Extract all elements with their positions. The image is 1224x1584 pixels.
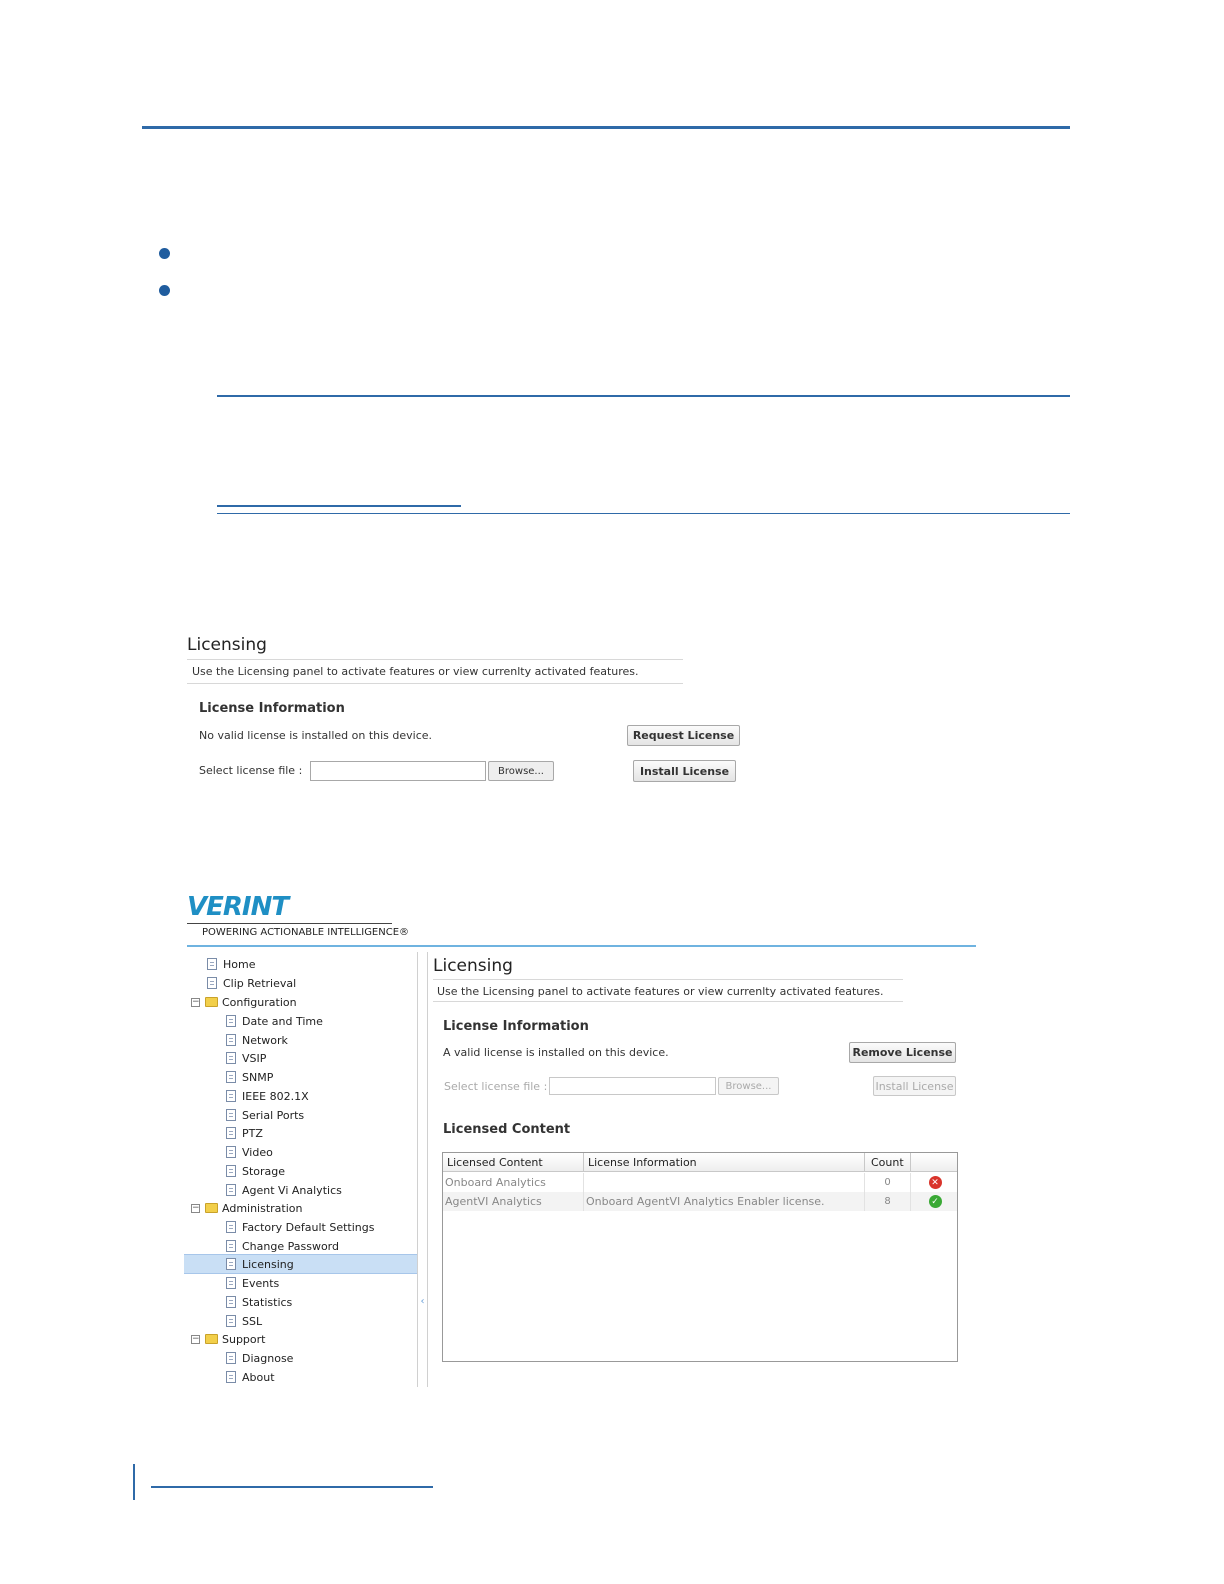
- cell-count: 8: [865, 1192, 911, 1211]
- sidebar-label: IEEE 802.1X: [242, 1089, 309, 1103]
- panel1-select-label: Select license file :: [199, 764, 303, 777]
- sidebar-label: Serial Ports: [242, 1108, 305, 1122]
- checkmark-icon: ✓: [929, 1195, 942, 1208]
- sidebar-item-diagnose[interactable]: [226, 1349, 293, 1367]
- page-icon: [226, 1315, 236, 1327]
- cell-status: [911, 1192, 957, 1211]
- sidebar-item-events[interactable]: [226, 1274, 279, 1292]
- footer-vertical-bar: [133, 1464, 135, 1500]
- note-link-underline: [217, 505, 461, 507]
- bullet-1: [159, 248, 170, 259]
- licensed-content-heading: Licensed Content: [443, 1122, 571, 1137]
- sidebar-item-ieee[interactable]: [226, 1087, 309, 1105]
- page-icon: [226, 1146, 236, 1158]
- table-header-count[interactable]: Count: [865, 1153, 911, 1172]
- sidebar-label: Statistics: [242, 1295, 293, 1309]
- panel2-desc-divider: [433, 1001, 903, 1002]
- note-bottom-rule: [217, 513, 1070, 514]
- footer-rule: [151, 1486, 433, 1488]
- panel1-title-divider: [187, 659, 683, 660]
- table-row[interactable]: [443, 1173, 957, 1193]
- folder-icon: [205, 1334, 218, 1344]
- panel1-desc-divider: [187, 683, 683, 684]
- panel2-status-text: A valid license is installed on this device.: [443, 1046, 669, 1059]
- panel1-title: Licensing: [187, 635, 267, 655]
- sidebar-item-vsip[interactable]: [226, 1049, 266, 1067]
- table-row[interactable]: [443, 1192, 957, 1211]
- panel1-status-text: No valid license is installed on this device.: [199, 729, 433, 742]
- sidebar-label: SSL: [242, 1314, 263, 1328]
- cell-content: AgentVI Analytics: [443, 1192, 584, 1211]
- panel2-license-file-input[interactable]: [549, 1077, 716, 1095]
- remove-license-button[interactable]: Remove License: [849, 1042, 956, 1063]
- sidebar-label: Date and Time: [242, 1014, 323, 1028]
- page-icon: [226, 1109, 236, 1121]
- sidebar-item-network[interactable]: [226, 1031, 288, 1049]
- page-icon: [226, 1184, 236, 1196]
- page-icon: [226, 1221, 236, 1233]
- sidebar-label: Licensing: [242, 1257, 294, 1271]
- page-icon: [226, 1090, 236, 1102]
- page-icon: [226, 1371, 236, 1383]
- panel1-description: Use the Licensing panel to activate features or view currenlty activated features.: [192, 665, 639, 678]
- error-icon: ✕: [929, 1176, 942, 1189]
- sidebar-item-ptz[interactable]: [226, 1124, 263, 1142]
- page-icon: [226, 1240, 236, 1252]
- request-license-button[interactable]: Request License: [627, 725, 740, 746]
- panel2-title-divider: [433, 979, 903, 980]
- logo-underline: [187, 923, 392, 924]
- page-icon: [226, 1052, 236, 1064]
- sidebar-label: Clip Retrieval: [223, 976, 297, 990]
- sidebar-label: SNMP: [242, 1070, 274, 1084]
- cell-info: [584, 1173, 865, 1192]
- page-icon: [226, 1277, 236, 1289]
- panel2-description: Use the Licensing panel to activate features or view currenlty activated features.: [437, 985, 884, 998]
- panel1-section-heading: License Information: [199, 701, 345, 716]
- cell-info: Onboard AgentVI Analytics Enabler license.: [584, 1192, 865, 1211]
- page-icon: [207, 977, 217, 989]
- panel1-browse-button[interactable]: Browse...: [488, 761, 554, 781]
- panel2-browse-button[interactable]: Browse...: [718, 1077, 779, 1095]
- sidebar-label: Network: [242, 1033, 288, 1047]
- page-icon: [226, 1352, 236, 1364]
- sidebar-item-change-password[interactable]: [226, 1237, 339, 1255]
- sidebar-item-storage[interactable]: [226, 1162, 285, 1180]
- sidebar-item-clip-retrieval[interactable]: [207, 974, 296, 992]
- header-rule: [142, 126, 1070, 129]
- sidebar-label: Configuration: [222, 995, 297, 1009]
- header-divider: [187, 945, 976, 947]
- sidebar-label: PTZ: [242, 1126, 263, 1140]
- sidebar-label: VSIP: [242, 1051, 267, 1065]
- page-icon: [226, 1258, 236, 1270]
- sidebar-item-ssl[interactable]: [226, 1312, 262, 1330]
- sidebar-item-statistics[interactable]: [226, 1293, 292, 1311]
- sidebar-label: Change Password: [242, 1239, 339, 1253]
- collapse-icon[interactable]: −: [192, 1333, 200, 1344]
- tagline: POWERING ACTIONABLE INTELLIGENCE®: [202, 927, 410, 938]
- verint-logo: [187, 892, 288, 922]
- sidebar-collapse-handle[interactable]: ‹: [420, 1296, 425, 1307]
- folder-icon: [205, 997, 218, 1007]
- panel1-install-license-button[interactable]: Install License: [633, 760, 736, 782]
- sidebar-folder-administration[interactable]: [191, 1199, 303, 1217]
- panel2-select-label: Select license file :: [444, 1080, 548, 1093]
- sidebar-label: Factory Default Settings: [242, 1220, 375, 1234]
- bullet-2: [159, 285, 170, 296]
- panel1-license-file-input[interactable]: [310, 761, 486, 781]
- page-icon: [226, 1015, 236, 1027]
- collapse-icon[interactable]: −: [192, 1202, 200, 1213]
- sidebar-label: Home: [223, 957, 256, 971]
- sidebar-folder-support[interactable]: [191, 1330, 265, 1348]
- page-icon: [226, 1296, 236, 1308]
- page-icon: [226, 1165, 236, 1177]
- sidebar-label: Storage: [242, 1164, 286, 1178]
- sidebar-item-video[interactable]: [226, 1143, 273, 1161]
- page-icon: [226, 1127, 236, 1139]
- page-icon: [207, 958, 217, 970]
- sidebar-label: Support: [222, 1332, 266, 1346]
- page-icon: [226, 1034, 236, 1046]
- sidebar-item-about[interactable]: [226, 1368, 275, 1386]
- page-icon: [226, 1071, 236, 1083]
- panel2-title: Licensing: [433, 956, 513, 976]
- panel2-install-license-button[interactable]: Install License: [873, 1076, 956, 1096]
- cell-count: 0: [865, 1173, 911, 1192]
- sidebar-label: Administration: [222, 1201, 303, 1215]
- folder-icon: [205, 1203, 218, 1213]
- verint-logo-text: VERINT: [187, 892, 289, 922]
- sidebar-label: Events: [242, 1276, 280, 1290]
- sidebar-label: About: [242, 1370, 275, 1384]
- sidebar-right-border: [417, 952, 418, 1387]
- panel2-section-heading: License Information: [443, 1019, 589, 1034]
- table-header-status: [911, 1153, 957, 1172]
- sidebar-item-licensing[interactable]: [226, 1255, 294, 1273]
- sidebar-item-agent-vi[interactable]: [226, 1181, 342, 1199]
- cell-status: [911, 1173, 957, 1192]
- sidebar-label: Diagnose: [242, 1351, 294, 1365]
- note-top-rule: [217, 395, 1070, 397]
- sidebar-item-factory-default[interactable]: [226, 1218, 374, 1236]
- table-header-content[interactable]: Licensed Content: [443, 1153, 584, 1172]
- collapse-icon[interactable]: −: [192, 996, 200, 1007]
- sidebar-selected-highlight: [184, 1254, 417, 1274]
- sidebar-folder-configuration[interactable]: [191, 993, 297, 1011]
- sidebar-label: Video: [242, 1145, 273, 1159]
- sidebar-item-date-time[interactable]: [226, 1012, 323, 1030]
- cell-content: Onboard Analytics: [443, 1173, 584, 1192]
- sidebar-item-home[interactable]: [207, 955, 255, 973]
- sidebar-label: Agent Vi Analytics: [242, 1183, 342, 1197]
- sidebar-item-serial-ports[interactable]: [226, 1106, 304, 1124]
- table-header-info[interactable]: License Information: [584, 1153, 865, 1172]
- licensed-content-table: [442, 1152, 958, 1362]
- content-left-border: [427, 952, 428, 1387]
- sidebar-item-snmp[interactable]: [226, 1068, 273, 1086]
